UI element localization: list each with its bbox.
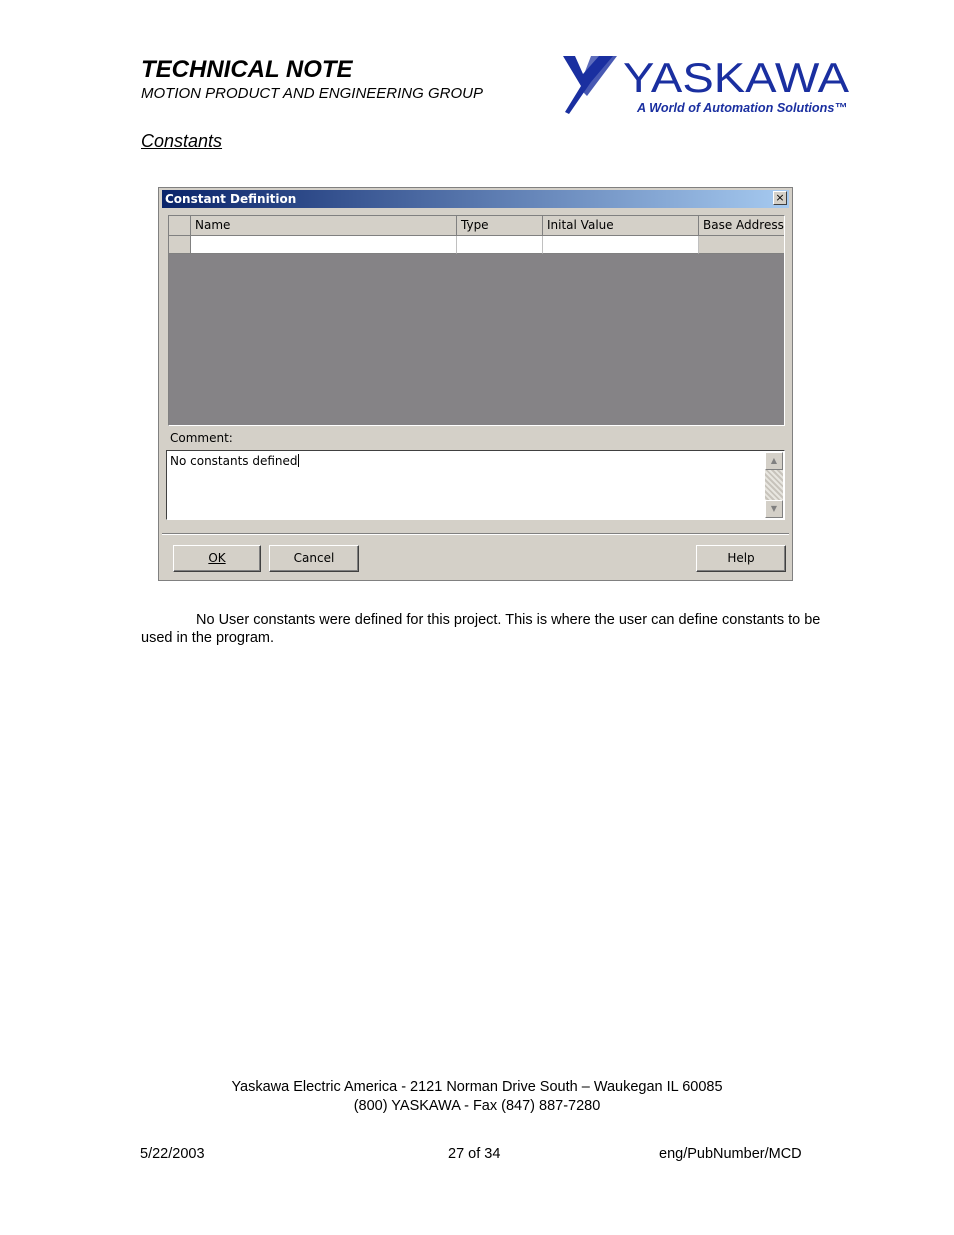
cell-type[interactable]: [457, 236, 543, 254]
logo-wordmark: YASKAWA: [623, 54, 849, 101]
footer-publication-number: eng/PubNumber/MCD: [659, 1146, 802, 1162]
dialog-titlebar[interactable]: [162, 190, 789, 208]
dialog-title: Constant Definition: [165, 192, 297, 206]
text-caret: [298, 454, 299, 467]
cancel-button[interactable]: [269, 545, 359, 572]
footer-date: 5/22/2003: [140, 1146, 205, 1162]
help-button-label: Help: [727, 551, 755, 565]
footer-address-line2: (800) YASKAWA - Fax (847) 887-7280: [353, 1098, 601, 1114]
yaskawa-swoosh-icon: [563, 56, 617, 114]
body-text: [141, 611, 821, 647]
row-selector[interactable]: [169, 236, 191, 254]
comment-label: Comment:: [170, 431, 233, 445]
logo-tagline: A World of Automation Solutions™: [636, 100, 847, 115]
dialog-separator: [162, 533, 789, 535]
column-header-initial-value[interactable]: Inital Value: [543, 216, 699, 236]
grid-corner-header[interactable]: [169, 216, 191, 236]
close-icon: ×: [775, 191, 785, 204]
cell-initial-value[interactable]: [543, 236, 699, 254]
cell-name[interactable]: [191, 236, 457, 254]
section-heading: Constants: [141, 131, 223, 151]
body-paragraph: No User constants were defined for this project. This is where the user can define constants to be used in the program.: [141, 612, 821, 646]
ok-button-label: OK: [208, 551, 226, 565]
comment-scrollbar[interactable]: [765, 452, 783, 518]
scroll-down-arrow-icon[interactable]: ▼: [765, 500, 783, 518]
document-title: TECHNICAL NOTE: [141, 56, 353, 83]
column-header-type[interactable]: Type: [457, 216, 543, 236]
constant-definition-dialog: [158, 187, 793, 581]
ok-button[interactable]: [173, 545, 261, 572]
constants-grid[interactable]: [168, 215, 785, 426]
document-subtitle: MOTION PRODUCT AND ENGINEERING GROUP: [141, 85, 483, 102]
comment-textarea[interactable]: [166, 450, 785, 520]
footer-address: [0, 1078, 954, 1116]
scroll-up-arrow-icon[interactable]: ▲: [765, 452, 783, 470]
footer-page-number: 27 of 34: [448, 1146, 501, 1162]
column-header-base-address[interactable]: Base Address: [699, 216, 785, 236]
footer-address-line1: Yaskawa Electric America - 2121 Norman Drive South – Waukegan IL 60085: [231, 1079, 723, 1095]
help-button[interactable]: [696, 545, 786, 572]
cancel-button-label: Cancel: [293, 551, 335, 565]
cell-base-address: [699, 236, 785, 254]
yaskawa-logo: [561, 52, 851, 118]
comment-value: No constants defined: [170, 454, 298, 468]
close-button[interactable]: [773, 191, 787, 205]
column-header-name[interactable]: Name: [191, 216, 457, 236]
